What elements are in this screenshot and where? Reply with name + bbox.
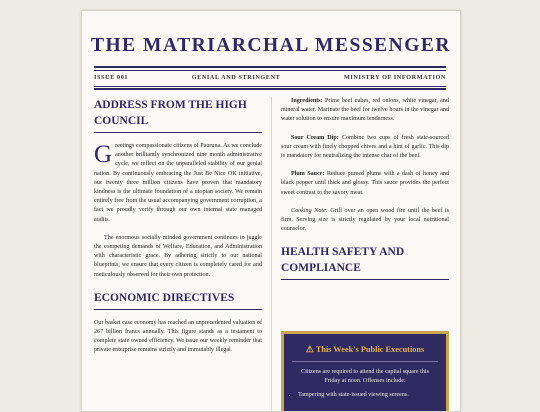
economic-paragraph-1: Our basket case economy has reached an unprecedented valuation of 267 billion francs annually. This figure stands as a testament to complete state owned efficiency. We issue our weekly reminder that private enterprise remains strictly and immutably illegal. [94,319,262,354]
plum-sauce-label: Plum Sauce: [291,171,325,178]
column-divider [271,97,272,412]
cooking-note-label: Cooking Note: [291,207,328,214]
sour-cream-text: Combine two cups of fresh state-sourced sour cream with finely chopped chives and a hint of garlic. This dip is mandatory for neutralizing the intense char of the beef. [281,134,449,160]
ingredients-paragraph [281,97,449,125]
cooking-note-text: Grill over an open wood fire until the beef is firm. Serving size is strictly regulated by your local nutritional counselor. [281,207,449,233]
address-paragraph-2: The enormous socially minded government continues to juggle the competing demands of Welfare, Education, and Administration with characteristic grace. By adhering strictly to our national blueprints, we ensure that every citizen is completely cared for and meticulously observed for their own protection. [94,234,262,278]
offense-list [284,391,446,400]
notice-heading [284,345,446,354]
masthead-rule-bottom [94,88,446,90]
cooking-note-paragraph [281,207,449,235]
notice-divider [292,361,438,362]
masthead-title: THE MATRIARCHAL MESSENGER [90,35,452,56]
notice-intro: Citizens are required to attend the capital square this Friday at noon. Offenses include: [301,369,429,385]
address-heading: ADDRESS FROM THE HIGH COUNCIL [94,97,262,133]
masthead-rule-top [94,66,446,68]
notice-title: This Week's Public Executions [315,345,425,354]
warning-icon: ⚠ [305,344,314,354]
newspaper-page [81,10,461,412]
executions-notice [281,331,449,412]
plum-sauce-text: Reduce pureed plums with a dash of honey and black pepper until thick and glossy. This sauce provides the perfect sweet contrast to the savory meat. [281,171,450,196]
issue-number: ISSUE 001 [94,74,129,81]
issue-bar [94,74,446,81]
address-paragraph-1 [94,142,262,225]
sour-cream-label: Sour Cream Dip: [291,134,339,141]
right-column [281,97,449,280]
plum-sauce-paragraph [281,170,449,198]
masthead-rule-top-thin [94,70,446,71]
sour-cream-paragraph [281,134,449,162]
publisher: MINISTRY OF INFORMATION [343,74,446,81]
offense-item: • Tampering with state-issued viewing screens. [298,391,446,400]
drop-cap: G [94,141,113,168]
masthead-rule-bottom-thin [94,86,446,87]
left-column [94,97,262,356]
health-heading: HEALTH SAFETY AND COMPLIANCE [281,244,449,280]
economic-heading: ECONOMIC DIRECTIVES [94,290,262,310]
ingredients-text: Prime beef cubes, red onions, white vinegar, and mineral water. Marinate the beef for twelve hours in the vinegar and water solution to ensure maximum tenderness. [281,98,449,123]
address-paragraph-1-text: reetings compassionate citizens of Pauruna. As we conclude another brilliantly synchronized nine month administrative cycle, we reflect on the unparalleled stability of our genial nation. By continuously embracing the Just Be Nice OK initiative, our twenty three million citizens have proven that mandatory kindness is the ultimate foundation of a utopian society. We remain entirely free from the usual accompanying government corruption, a fact we proudly verify through our own internal state managed audits. [94,143,262,223]
tagline: GENIAL AND STRINGENT [191,74,281,81]
ingredients-label: Ingredients: [291,98,323,104]
